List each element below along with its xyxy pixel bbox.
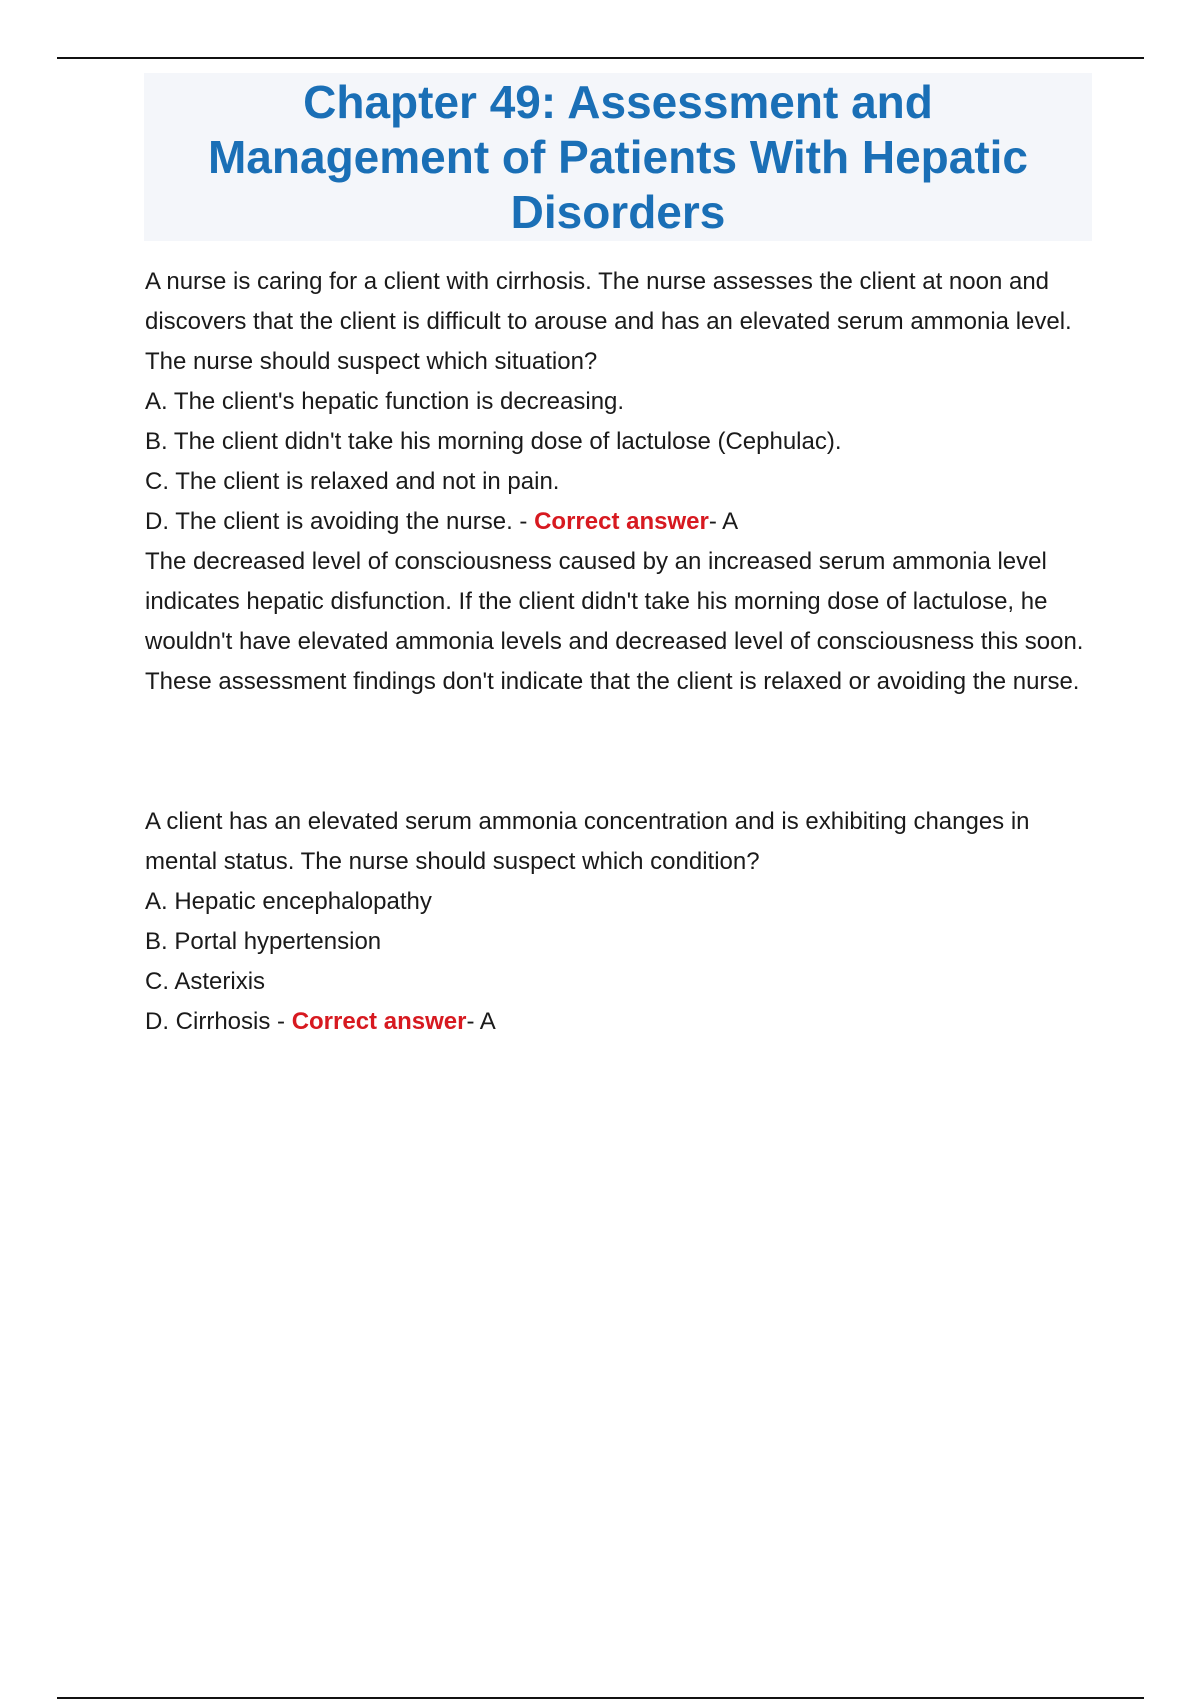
question-2-stem: A client has an elevated serum ammonia concentration and is exhibiting changes in mental status. The nurse should suspect which condition? <box>145 808 1030 875</box>
question-1-answer-value: - A <box>708 508 739 535</box>
question-1-option-a: A. The client's hepatic function is decreasing. <box>145 388 625 415</box>
page-title: Chapter 49: Assessment and Management of Patients With Hepatic Disorders <box>207 75 1029 238</box>
question-1-option-c: C. The client is relaxed and not in pain. <box>145 468 560 495</box>
title-banner <box>144 73 1092 241</box>
question-1-option-d <box>145 502 1085 542</box>
top-rule <box>57 57 1144 59</box>
question-2-answer-label: Correct answer <box>291 1008 467 1035</box>
question-2-option-b: B. Portal hypertension <box>145 928 382 955</box>
question-2-option-a: A. Hepatic encephalopathy <box>145 888 432 915</box>
question-2-option-d <box>145 1002 1085 1042</box>
question-1-stem: A nurse is caring for a client with cirrhosis. The nurse assesses the client at noon and discovers that the client is difficult to arouse and has an elevated serum ammonia level. The nurse should suspect which situation? <box>145 268 1072 375</box>
document-body <box>145 262 1085 1042</box>
question-1-option-d-text: D. The client is avoiding the nurse. - <box>145 508 528 535</box>
question-2-option-c: C. Asterixis <box>145 968 266 995</box>
question-1-option-b: B. The client didn't take his morning dose of lactulose (Cephulac). <box>145 428 842 455</box>
question-2-answer-value: - A <box>466 1008 496 1035</box>
bottom-rule <box>57 1697 1144 1699</box>
question-1-answer-label: Correct answer <box>534 508 709 535</box>
question-2-option-d-text: D. Cirrhosis - <box>145 1008 286 1035</box>
question-1-rationale: The decreased level of consciousness caused by an increased serum ammonia level indicates hepatic disfunction. If the client didn't take his morning dose of lactulose, he wouldn't have elevated ammonia levels and decreased level of consciousness this soon. These assessment findings don't indicate that the client is relaxed or avoiding the nurse. <box>145 548 1084 695</box>
